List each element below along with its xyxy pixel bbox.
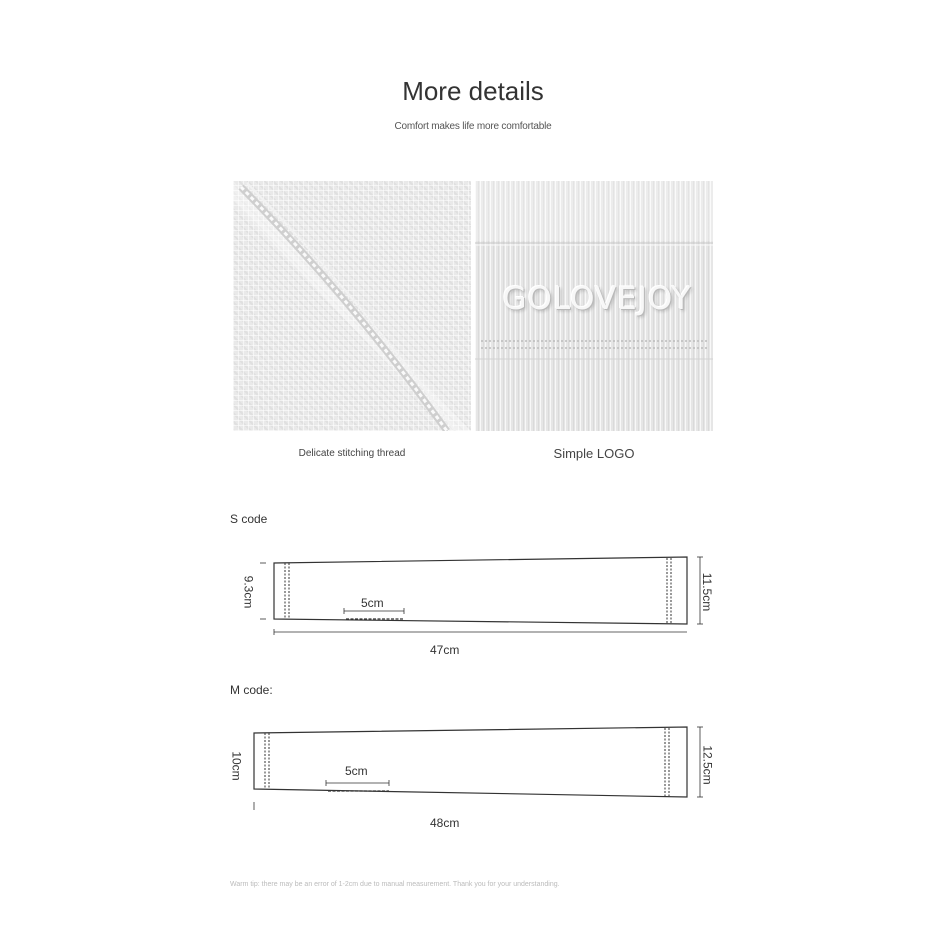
- page-subtitle: Comfort makes life more comfortable: [394, 121, 552, 132]
- size-m-top-dim: 12.5cm: [700, 745, 715, 785]
- size-s-length-dim: 47cm: [430, 643, 460, 657]
- warm-tip-note: Warm tip: there may be an error of 1-2cm due to manual measurement. Thank you for your understanding.: [230, 881, 560, 888]
- size-s-top-dim: 11.5cm: [700, 572, 715, 612]
- size-m-cuff-dim: 10cm: [229, 751, 244, 781]
- size-m-stitch-dim: 5cm: [345, 764, 368, 778]
- size-m-length-dim: 48cm: [430, 816, 460, 830]
- sleeve-m-outline: [254, 727, 703, 810]
- stitching-caption: Delicate stitching thread: [298, 448, 406, 459]
- logo-caption: Simple LOGO: [553, 446, 635, 461]
- size-m-label: M code:: [230, 683, 273, 697]
- page-title: More details: [402, 76, 544, 106]
- brand-logo-text: GOLOVEJOY: [502, 281, 692, 317]
- sleeve-s-outline: [260, 557, 703, 635]
- size-s-cuff-dim: 9.3cm: [241, 575, 256, 609]
- size-s-label: S code: [230, 512, 268, 526]
- size-s-stitch-dim: 5cm: [361, 596, 384, 610]
